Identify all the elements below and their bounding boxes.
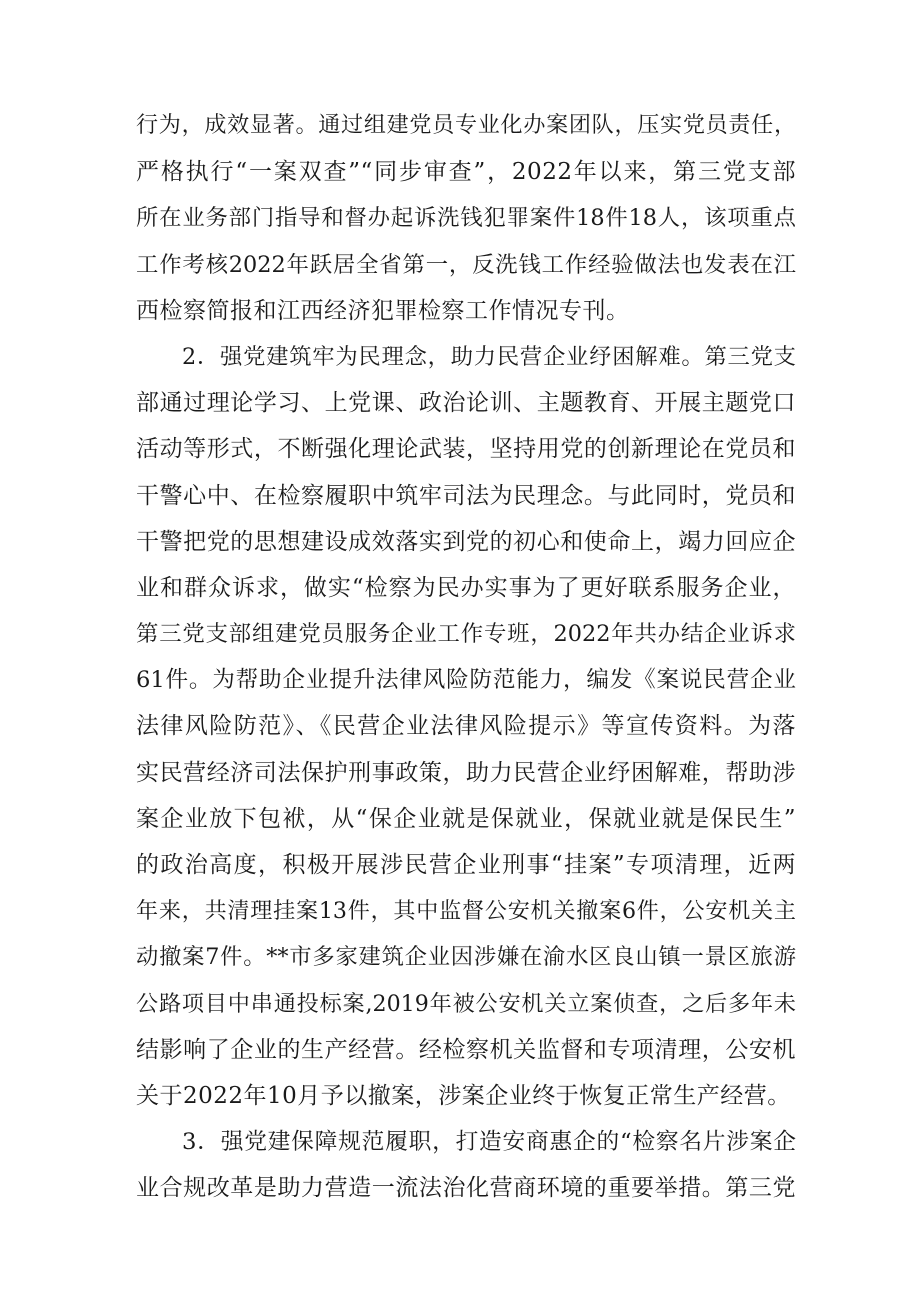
text-line: 业和群众诉求，做实“检察为民办实事为了更好联系服务企业， (136, 574, 796, 601)
text-line: 业合规改革是助力营造一流法治化营商环境的重要举措。第三党 (136, 1175, 796, 1202)
text-line: 的政治高度，积极开展涉民营企业刑事“挂案”专项清理，近两 (136, 852, 796, 878)
text-line: 动撤案7件。**市多家建筑企业因涉嫌在渝水区良山镇一景区旅游 (136, 944, 796, 971)
text-line: 61件。为帮助企业提升法律风险防范能力，编发《案说民营企业 (136, 667, 796, 694)
text-line: 西检察简报和江西经济犯罪检察工作情况专刊。 (136, 297, 630, 324)
text-line: 法律风险防范》、《民营企业法律风险提示》等宣传资料。为落 (136, 713, 796, 740)
paragraph-3-first-line: 3．强党建保障规范履职，打造安商惠企的“检察名片涉案企 (182, 1129, 796, 1156)
text-line: 关于2022年10月予以撤案，涉案企业终于恢复正常生产经营。 (136, 1082, 791, 1109)
text-line: 严格执行“一案双查”“同步审查”，2022年以来，第三党支部 (136, 159, 796, 186)
text-line: 行为，成效显著。通过组建党员专业化办案团队，压实党员责任， (136, 113, 796, 138)
text-line: 干警心中、在检察履职中筑牢司法为民理念。与此同时，党员和 (136, 482, 796, 509)
text-line: 第三党支部组建党员服务企业工作专班，2022年共办结企业诉求 (136, 621, 796, 648)
text-line: 干警把党的思想建设成效落实到党的初心和使命上，竭力回应企 (136, 528, 796, 555)
text-line: 年来，共清理挂案13件，其中监督公安机关撤案6件，公安机关主 (136, 898, 796, 925)
text-line: 案企业放下包袱，从“保企业就是保就业，保就业就是保民生” (136, 805, 796, 832)
text-line: 实民营经济司法保护刑事政策，助力民营企业纾困解难，帮助涉 (136, 759, 796, 786)
paragraph-2-first-line: 2．强党建筑牢为民理念，助力民营企业纾困解难。第三党支 (182, 343, 796, 370)
text-line: 活动等形式，不断强化理论武装，坚持用党的创新理论在党员和 (136, 436, 796, 463)
text-line: 工作考核2022年跃居全省第一，反洗钱工作经验做法也发表在江 (136, 251, 796, 278)
text-line: 所在业务部门指导和督办起诉洗钱犯罪案件18件18人，该项重点 (136, 205, 796, 232)
text-line: 结影响了企业的生产经营。经检察机关监督和专项清理，公安机 (136, 1036, 796, 1063)
text-line: 部通过理论学习、上党课、政治论训、主题教育、开展主题党口 (136, 390, 796, 417)
text-line: 公路项目中串通投标案,2019年被公安机关立案侦查，之后多年未 (136, 990, 796, 1017)
document-body (136, 103, 796, 1212)
